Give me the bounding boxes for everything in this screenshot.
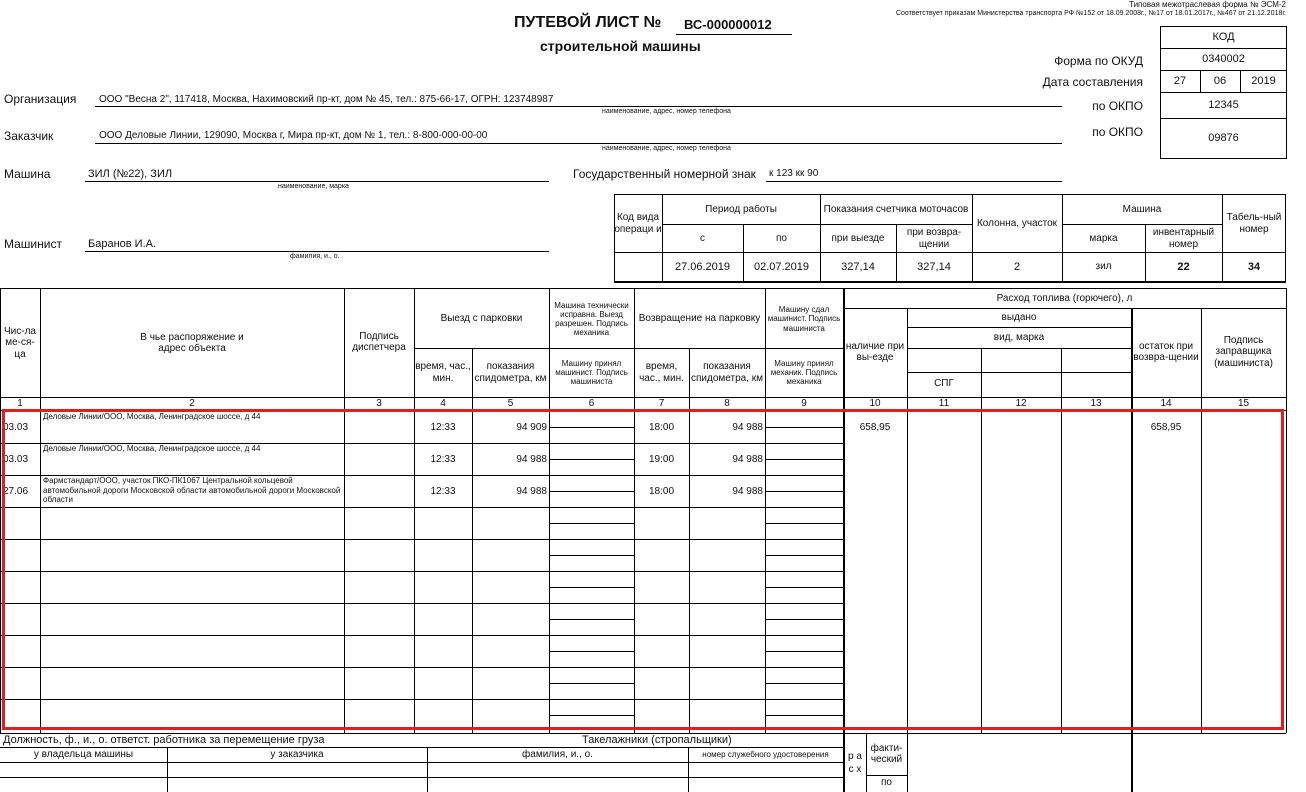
plate-value: к 123 кк 90 [769,168,819,179]
meter-return-header: при возвра-щении [906,227,962,250]
row-exit-speedo: 94 988 [516,485,547,497]
col-return-time-header: время, час., мин. [639,361,684,384]
col-kind-header: вид, марка [993,332,1045,344]
footer-customer: у заказчика [270,749,324,761]
machine-header: Машина [1122,203,1162,215]
form-type-note: Типовая межотраслевая форма № ЭСМ-2 [1129,0,1286,9]
col-spg-header: СПГ [934,378,954,390]
inv-header: инвентарный номер [1152,227,1215,250]
brand-header: марка [1089,232,1118,244]
col-exit-header: Выезд с парковки [440,313,523,325]
column-number: 7 [658,397,665,409]
row-fuel-rest: 658,95 [1150,421,1182,433]
row-return-time: 18:00 [648,421,675,433]
date-month: 06 [1213,74,1227,87]
okpo-value-2: 09876 [1208,132,1239,145]
date-day: 27 [1173,74,1187,87]
okud-value: 0340002 [1202,52,1245,65]
machine-label: Машина [4,167,51,181]
inv-value: 22 [1177,260,1190,273]
row-exit-time: 12:33 [430,453,456,465]
footer-responsible: Должность, ф., и., о. ответст. работника за перемещение груза [3,734,325,746]
column-number: 13 [1090,397,1102,409]
meter-exit-value: 327,14 [841,260,875,273]
col-exit-speedo-header: показания спидометра, км [474,361,547,384]
row-destination: Деловые Линии/ООО, Москва, Ленинградское шоссе, д 44 [43,412,261,421]
footer-po: по [881,777,892,789]
column-header: Колонна, участок [976,217,1057,229]
row-return-speedo: 94 988 [732,485,763,497]
row-fuel-avail: 658,95 [859,421,891,433]
col-dest-header: В чье распоряжение и адрес объекта [140,331,244,354]
row-exit-time: 12:33 [430,485,456,497]
column-value: 2 [1013,260,1021,273]
tab-header: Табель-ный номер [1226,212,1282,235]
brand-value: зил [1095,261,1112,273]
date-year: 2019 [1251,74,1276,87]
col-hand-top-header: Машину сдал машинист. Подпись машиниста [767,305,841,333]
column-number: 2 [189,397,195,409]
column-number: 9 [801,397,807,409]
row-exit-speedo: 94 909 [516,421,547,433]
footer-fact: факти-ческий [870,742,903,765]
col-dispatcher-header: Подпись диспетчера [352,330,406,353]
footer-owner: у владельца машины [33,749,134,761]
row-exit-time: 12:33 [430,421,456,433]
operator-label: Машинист [4,237,62,251]
col-exit-time-header: время, час., мин. [415,361,471,384]
column-number: 12 [1015,397,1027,409]
col-fuel-header: Расход топлива (горючего), л [996,292,1133,304]
footer-fio: фамилия, и., о. [522,749,593,761]
operator-value: Баранов И.А. [88,238,157,250]
okpo-label-2: по ОКПО [1092,125,1143,139]
org-value: ООО "Весна 2", 117418, Москва, Нахимовский пр-кт, дом № 45, тел.: 875-66-17, ОГРН: 123748987 [99,94,554,105]
op-code-header: Код вида операци и [614,212,662,235]
column-number: 14 [1160,397,1172,409]
col-hand-bottom-header: Машину принял механик. Подпись механика [770,358,838,387]
column-number: 3 [376,397,382,409]
plate-label: Государственный номерной знак [573,167,756,181]
row-destination: Деловые Линии/ООО, Москва, Ленинградское шоссе, д 44 [43,444,261,453]
row-return-speedo: 94 988 [732,421,763,433]
period-from-value: 27.06.2019 [674,260,731,273]
footer-cert: номер служебного удостоверения [702,750,829,760]
row-exit-speedo: 94 988 [516,453,547,465]
footer-rash: р а с х [848,751,862,775]
row-day: 03.03 [3,421,29,433]
column-number: 11 [938,397,950,409]
col-return-header: Возвращение на парковку [638,313,761,325]
row-return-speedo: 94 988 [732,453,763,465]
row-return-time: 18:00 [648,485,675,497]
col-day-header: Чис-ла ме-ся-ца [4,325,36,360]
page-subtitle: строительной машины [540,38,701,54]
waybill-number: ВС-000000012 [684,17,772,32]
customer-value: ООО Деловые Линии, 129090, Москва г, Мира пр-кт, дом № 1, тел.: 8-800-000-00-00 [99,130,488,141]
customer-label: Заказчик [4,129,54,143]
org-hint: наименование, адрес, номер телефона [602,108,731,115]
code-header: КОД [1212,30,1235,43]
customer-hint: наименование, адрес, номер телефона [602,145,731,152]
period-to-header: по [776,232,787,244]
period-header: Период работы [705,203,777,215]
row-day: 27.06 [3,485,29,497]
column-number: 15 [1237,397,1250,409]
col-fueler-header: Подпись заправщика (машиниста) [1214,334,1273,369]
column-number: 8 [724,397,730,409]
page-title: ПУТЕВОЙ ЛИСТ № [514,14,662,31]
col-mech-bottom-header: Машину принял машинист. Подпись машиниста [555,358,628,387]
okpo-value-1: 12345 [1208,98,1239,111]
meter-return-value: 327,14 [917,260,951,273]
machine-hint: наименование, марка [278,183,349,190]
org-label: Организация [4,92,77,106]
row-return-time: 19:00 [648,453,675,465]
period-to-value: 02.07.2019 [753,260,810,273]
tab-value: 34 [1247,260,1261,273]
form-regulation-note: Соответствует приказам Министерства транспорта РФ №152 от 18.09.2008г., №17 от 18.01.2017г., №467 от 21.12.2018г. [895,10,1286,17]
column-number: 1 [17,397,23,409]
col-avail-header: наличие при вы-езде [845,340,905,363]
column-number: 5 [507,397,514,409]
okud-label: Форма по ОКУД [1054,54,1143,68]
okpo-label-1: по ОКПО [1092,99,1143,113]
highlight-frame [2,409,1284,730]
footer-riggers: Такелажники (стропальщики) [582,734,732,746]
operator-hint: фамилия, и., о. [290,253,340,260]
machine-value: ЗИЛ (№22), ЗИЛ [88,168,173,180]
period-from-header: с [700,232,705,244]
row-destination: Фармстандарт/ООО, участок ПКО-ПК1067 Центральной кольцевой автомобильной дороги Московской области автомобильной дороги Московской области [43,476,341,505]
meter-exit-header: при выезде [831,232,885,244]
col-return-speedo-header: показания спидометра, км [690,361,763,384]
col-rest-header: остаток при возвра-щении [1133,340,1199,363]
column-number: 4 [440,397,446,409]
column-number: 10 [869,397,881,409]
meter-header: Показания счетчика моточасов [823,203,969,215]
row-day: 03.03 [3,453,29,465]
column-number: 6 [588,397,595,409]
date-label: Дата составления [1042,75,1143,89]
col-mech-top-header: Машина технически исправна. Выезд разрешен. Подпись механика [554,300,629,338]
col-issued-header: выдано [1001,312,1037,324]
op-code-value [614,253,662,281]
